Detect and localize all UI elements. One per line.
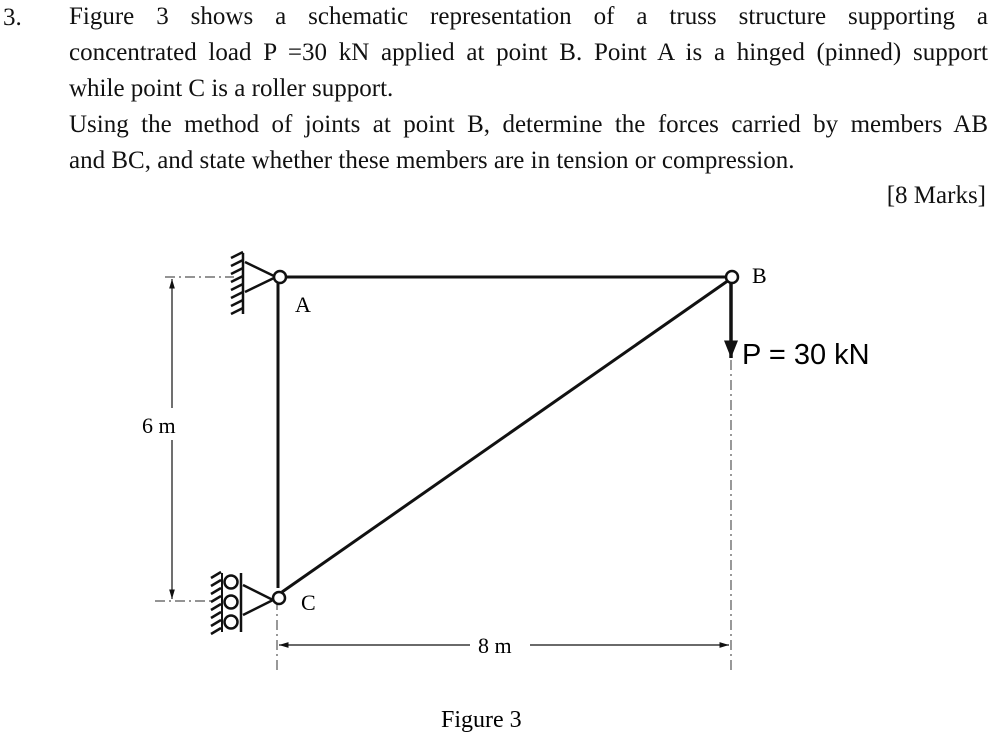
label-c: C (301, 590, 316, 615)
marks-label: [8 Marks] (886, 182, 986, 209)
width-label: 8 m (478, 633, 512, 658)
member-bc (282, 280, 729, 592)
roller-support-c (211, 572, 273, 634)
question-number: 3. (3, 4, 22, 31)
figure-caption: Figure 3 (441, 707, 522, 733)
load-label: P = 30 kN (742, 339, 870, 371)
joint-a (274, 271, 286, 283)
pin-support-a (231, 252, 276, 314)
question-line-3: while point C is a roller support. (69, 75, 394, 102)
question-line-2: concentrated load P =30 kN applied at point B. Point A is a hinged (pinned) support (69, 39, 988, 66)
question-line-5: and BC, and state whether these members are in tension or compression. (69, 147, 795, 174)
label-b: B (752, 263, 767, 288)
joint-b (726, 271, 738, 283)
question-line-4: Using the method of joints at point B, determine the forces carried by members AB (69, 111, 988, 138)
label-a: A (295, 292, 311, 317)
joint-c (273, 592, 285, 604)
height-label: 6 m (142, 413, 176, 438)
question-line-1: Figure 3 shows a schematic representation of a truss structure supporting a (69, 3, 988, 30)
